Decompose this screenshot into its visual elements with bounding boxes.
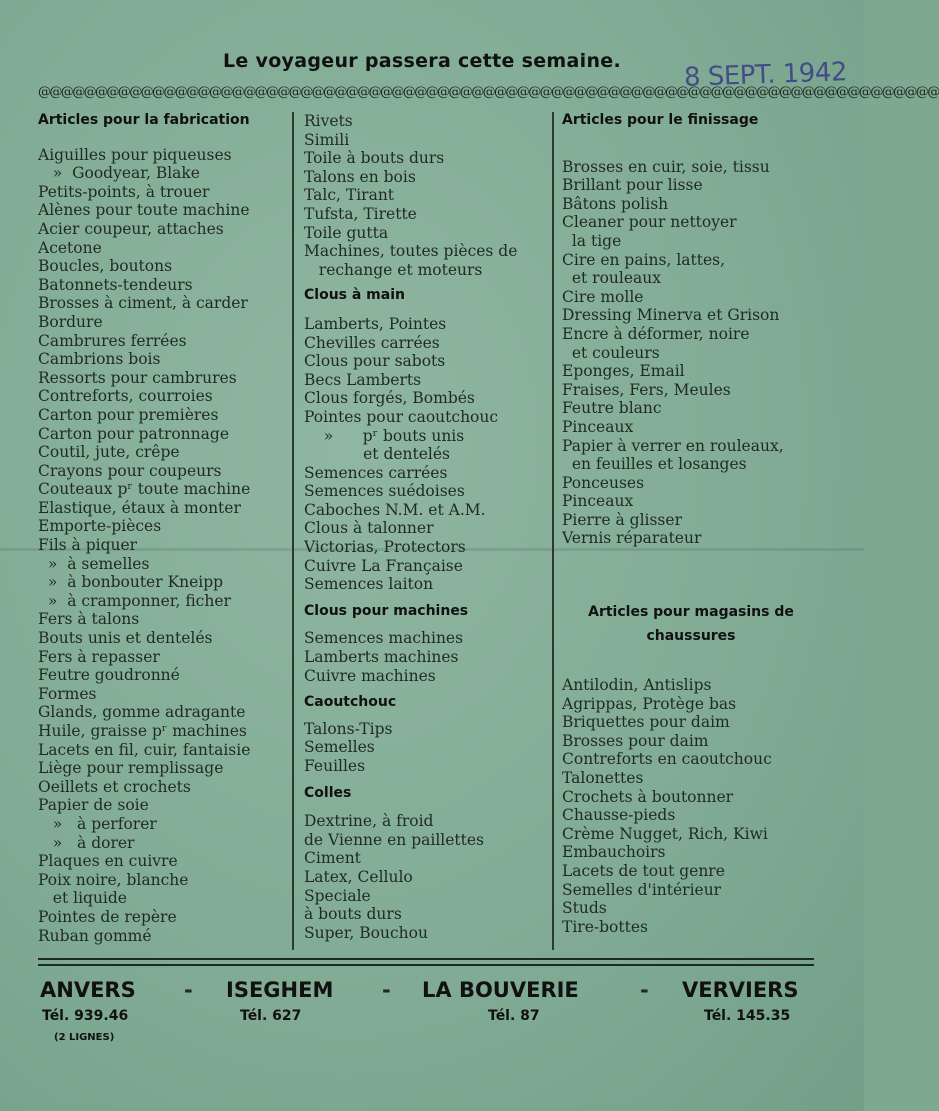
list-item: Semences laiton	[304, 575, 434, 594]
list-item: Cuivre La Française	[304, 556, 463, 575]
list-item: et rouleaux	[562, 269, 662, 288]
list-item: Pointes de repère	[38, 907, 177, 926]
list-item: Elastique, étaux à monter	[38, 498, 241, 517]
list-item: Speciale	[304, 886, 371, 905]
list-item: Lamberts machines	[304, 648, 459, 667]
heading-magasins	[562, 600, 820, 648]
list-item: et dentelés	[304, 445, 451, 464]
list-item: Ruban gommé	[38, 926, 152, 945]
list-item: Brosses à ciment, à carder	[38, 294, 248, 313]
list-item: Chevilles carrées	[304, 333, 440, 352]
list-item: Boucles, boutons	[38, 257, 173, 276]
list-item: Crème Nugget, Rich, Kiwi	[562, 824, 768, 843]
list-item: Brillant pour lisse	[562, 176, 703, 195]
list-item: Fils à piquer	[38, 536, 138, 555]
list-item: Crochets à boutonner	[562, 787, 734, 806]
list-item: Briquettes pour daim	[562, 713, 730, 732]
list-item: Clous pour sabots	[304, 352, 446, 371]
list-item: Huile, graisse pʳ machines	[38, 722, 247, 740]
list-magasins	[562, 676, 820, 936]
list-item: Lacets en fil, cuir, fantaisie	[38, 740, 251, 759]
list-item: Feuilles	[304, 757, 366, 775]
list-item: Agrippas, Protège bas	[562, 694, 737, 713]
list-item: Brosses en cuir, soie, tissu	[562, 157, 770, 176]
list-item: Ponceuses	[562, 473, 645, 492]
list-fabrication	[38, 146, 290, 946]
city-anvers: ANVERS	[40, 978, 136, 1002]
list-item: » à semelles	[38, 554, 150, 573]
list-item: Dressing Minerva et Grison	[562, 306, 780, 325]
list-item: Pinceaux	[562, 417, 634, 436]
list-item: Encre à déformer, noire	[562, 324, 750, 343]
tel-anvers: Tél. 939.46	[42, 1008, 129, 1024]
list-item: Batonnets-tendeurs	[38, 275, 193, 294]
list-item: » à cramponner, ficher	[38, 591, 231, 610]
list-item: Cambrions bois	[38, 350, 161, 369]
list-item: Cire molle	[562, 287, 644, 306]
list-item: Plaques en cuivre	[38, 852, 178, 871]
list-item: Antilodin, Antislips	[562, 676, 712, 695]
footer-rule-2	[38, 964, 814, 966]
list-item: Carton pour premières	[38, 405, 219, 424]
list-item: Latex, Cellulo	[304, 867, 413, 886]
list-item: Semelles d'intérieur	[562, 880, 722, 899]
list-item: Talc, Tirant	[304, 186, 395, 205]
list-item: Clous à talonner	[304, 519, 434, 538]
list-item: Bouts unis et dentelés	[38, 629, 213, 648]
list-item: Embauchoirs	[562, 843, 666, 862]
list-item: rechange et moteurs	[304, 260, 483, 279]
city-iseghem: ISEGHEM	[226, 978, 334, 1002]
list-item: Cire en pains, lattes,	[562, 250, 726, 269]
list-item: Feutre goudronné	[38, 666, 180, 685]
list-item: Fers à talons	[38, 610, 140, 629]
tel-verviers: Tél. 145.35	[704, 1008, 791, 1024]
list-item: Acier coupeur, attaches	[38, 219, 224, 238]
list-item: Ciment	[304, 849, 361, 868]
list-item: Fraises, Fers, Meules	[562, 380, 731, 399]
list-item: Bordure	[38, 312, 103, 331]
list-item: Coutil, jute, crêpe	[38, 443, 180, 462]
list-item: de Vienne en paillettes	[304, 830, 485, 849]
decorative-border: @@@@@@@@@@@@@@@@@@@@@@@@@@@@@@@@@@@@@@@@@@@@@@@@@@@@@@@@@@@@@@@@@@@@@@@@@@@@@@@	[38, 85, 939, 100]
list-item: Victorias, Protectors	[304, 538, 466, 557]
list-item: Emporte-pièces	[38, 517, 162, 536]
list-item: et couleurs	[562, 343, 660, 362]
list-item: Pierre à glisser	[562, 510, 682, 529]
list-colles	[304, 812, 550, 942]
list-item: Alènes pour toute machine	[38, 201, 250, 220]
column-fabrication	[38, 111, 290, 945]
list-item: Simili	[304, 130, 350, 149]
lignes-note: (2 LIGNES)	[54, 1032, 115, 1043]
list-item: Cleaner pour nettoyer	[562, 213, 737, 232]
list-item: Caboches N.M. et A.M.	[304, 500, 486, 519]
list-item: Brosses pour daim	[562, 731, 709, 750]
list-item: Bâtons polish	[562, 194, 669, 213]
footer-rule-1	[38, 958, 814, 960]
list-item: et liquide	[38, 889, 127, 908]
list-item: Super, Bouchou	[304, 923, 428, 942]
list-item: Fers à repasser	[38, 647, 160, 666]
column-middle	[304, 112, 550, 942]
city-separator: -	[382, 978, 391, 1002]
list-finissage	[562, 158, 820, 548]
list-item: à bouts durs	[304, 905, 402, 924]
list-item: Chausse-pieds	[562, 806, 676, 825]
list-item: Tufsta, Tirette	[304, 204, 417, 223]
list-item: » à perforer	[38, 814, 157, 833]
list-item: Toile à bouts durs	[304, 149, 445, 168]
heading-fabrication: Articles pour la fabrication	[38, 112, 250, 128]
list-item: en feuilles et losanges	[562, 455, 747, 474]
list-item: Vernis réparateur	[562, 529, 702, 548]
column-finissage	[562, 111, 820, 936]
list-item: Oeillets et crochets	[38, 777, 191, 796]
list-item: Studs	[562, 899, 607, 918]
page-title: Le voyageur passera cette semaine.	[223, 50, 621, 72]
list-item: Semences carrées	[304, 463, 448, 482]
list-item: Acetone	[38, 238, 102, 257]
list-item: Crayons pour coupeurs	[38, 461, 222, 480]
heading-caoutchouc: Caoutchouc	[304, 694, 397, 711]
list-item: Talonettes	[562, 769, 644, 788]
list-item: Eponges, Email	[562, 362, 685, 381]
list-item: » Goodyear, Blake	[38, 164, 200, 183]
list-item: Lacets de tout genre	[562, 862, 725, 880]
list-clous-main	[304, 315, 550, 594]
list-item: » à dorer	[38, 833, 135, 852]
heading-magasins-line2: chaussures	[646, 628, 736, 645]
city-separator: -	[184, 978, 193, 1002]
list-item: Semences suédoises	[304, 482, 465, 501]
list-item: Papier de soie	[38, 796, 149, 815]
list-item: Pinceaux	[562, 492, 634, 511]
list-item: Ressorts pour cambrures	[38, 368, 237, 387]
heading-finissage: Articles pour le finissage	[562, 112, 759, 128]
heading-magasins-line1: Articles pour magasins de	[588, 604, 794, 621]
list-item: » à bonbouter Kneipp	[38, 573, 224, 592]
list-item: Rivets	[304, 112, 353, 130]
list-item: Petits-points, à trouer	[38, 182, 210, 201]
list-item: Talons en bois	[304, 167, 416, 186]
heading-clous-main: Clous à main	[304, 287, 405, 304]
list-item: Formes	[38, 684, 97, 703]
list-item: Machines, toutes pièces de	[304, 242, 518, 261]
list-item: Feutre blanc	[562, 399, 662, 418]
list-item: Contreforts en caoutchouc	[562, 750, 772, 769]
list-item: Contreforts, courroies	[38, 387, 213, 406]
list-item: Becs Lamberts	[304, 370, 422, 389]
list-item: Tire-bottes	[562, 917, 648, 936]
list-caoutchouc	[304, 720, 550, 776]
heading-clous-machines: Clous pour machines	[304, 602, 469, 619]
heading-colles: Colles	[304, 784, 352, 801]
column-divider-2	[552, 112, 554, 950]
list-item: Dextrine, à froid	[304, 812, 434, 831]
list-clous-machines	[304, 629, 550, 685]
list-item: Pointes pour caoutchouc	[304, 407, 499, 426]
city-verviers: VERVIERS	[682, 978, 799, 1002]
list-item: Couteaux pʳ toute machine	[38, 480, 251, 499]
tel-la-bouverie: Tél. 87	[488, 1008, 540, 1024]
list-item: Glands, gomme adragante	[38, 703, 246, 722]
list-item: Clous forgés, Bombés	[304, 389, 475, 408]
list-item: Semences machines	[304, 629, 464, 648]
list-item: Aiguilles pour piqueuses	[38, 145, 232, 164]
date-stamp: 8 SEPT. 1942	[683, 57, 848, 93]
list-misc	[304, 112, 550, 279]
city-la-bouverie: LA BOUVERIE	[422, 978, 579, 1002]
list-item: Toile gutta	[304, 223, 389, 242]
list-item: Liège pour remplissage	[38, 759, 224, 778]
list-item: Talons-Tips	[304, 719, 393, 738]
list-item: Carton pour patronnage	[38, 424, 229, 443]
list-item: Papier à verrer en rouleaux,	[562, 436, 784, 455]
list-item: Poix noire, blanche	[38, 870, 189, 889]
list-item: Semelles	[304, 738, 375, 757]
list-item: » pʳ bouts unis	[304, 426, 465, 445]
list-item: Cambrures ferrées	[38, 331, 187, 350]
list-item: Lamberts, Pointes	[304, 314, 447, 333]
list-item: la tige	[562, 231, 622, 250]
tel-iseghem: Tél. 627	[240, 1008, 302, 1024]
column-divider-1	[292, 112, 294, 950]
city-separator: -	[640, 978, 649, 1002]
list-item: Cuivre machines	[304, 666, 436, 685]
